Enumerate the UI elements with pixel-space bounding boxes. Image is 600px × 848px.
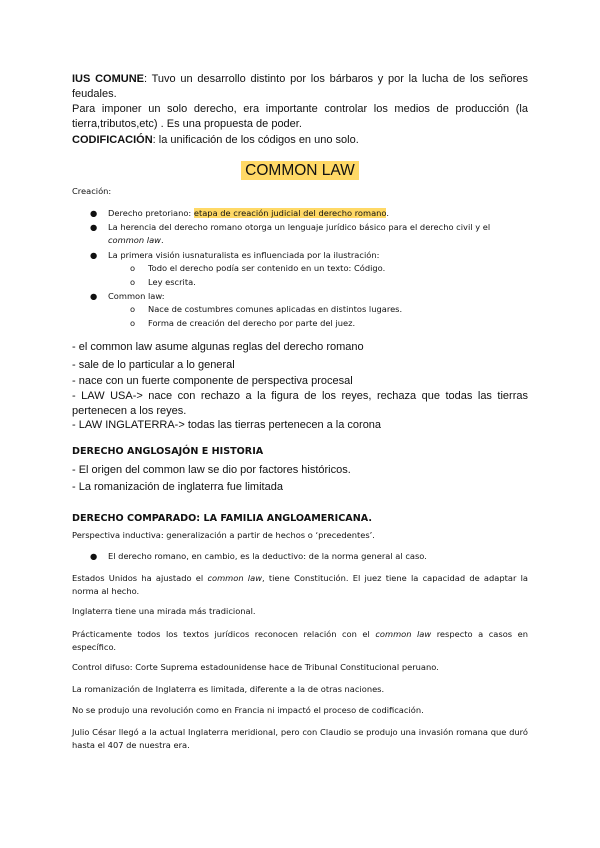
sub-bullet-juez: Forma de creación del derecho por parte del juez. <box>148 318 356 328</box>
codificacion-label: CODIFICACIÓN <box>72 134 153 146</box>
bullet-icon: ● <box>90 208 98 218</box>
bullet-icon: ● <box>90 222 98 232</box>
dash-line: - sale de lo particular a lo general <box>72 359 235 371</box>
perspectiva-inductiva: Perspectiva inductiva: generalización a partir de hechos o ‘precedentes’. <box>72 530 375 540</box>
textos-post: respecto a casos en específico. <box>72 629 528 652</box>
sub-bullet-costumbres: Nace de costumbres comunes aplicadas en distintos lugares. <box>148 304 403 314</box>
bullet-deductivo: El derecho romano, en cambio, es la deductivo: de la norma general al caso. <box>108 551 427 561</box>
julio-cesar-paragraph: Julio César llegó a la actual Inglaterra meridional, pero con Claudio se produjo una invasión romana que duró hasta el 407 de nuestra era. <box>72 727 528 750</box>
ius-comune-text: : Tuvo un desarrollo distinto por los bárbaros y por la lucha de los señores feudales. <box>72 73 529 100</box>
sub-bullet-icon: o <box>130 318 136 328</box>
bullet-iusnaturalista: La primera visión iusnaturalista es influenciada por la ilustración: <box>108 250 380 260</box>
sub-bullet-codigo: Todo el derecho podía ser contenido en un texto: Código. <box>148 263 386 273</box>
section-title-text: COMMON LAW <box>241 161 359 180</box>
textos-pre: Prácticamente todos los textos jurídicos reconocen relación con el <box>72 629 376 639</box>
bullet-herencia <box>108 221 528 247</box>
sub-bullet-icon: o <box>130 263 136 273</box>
section-title <box>0 162 600 180</box>
dash-line: - LAW INGLATERRA-> todas las tierras pertenecen a la corona <box>72 419 382 431</box>
creacion-label: Creación: <box>72 186 112 196</box>
sub-bullet-icon: o <box>130 277 136 287</box>
dash-line: - el common law asume algunas reglas del derecho romano <box>72 341 364 353</box>
bullet-pretoriano-pre: Derecho pretoriano: <box>108 208 194 218</box>
inglaterra-paragraph: Inglaterra tiene una mirada más tradicional. <box>72 606 256 616</box>
eeuu-pre: Estados Unidos ha ajustado el <box>72 573 208 583</box>
textos-juridicos-paragraph <box>72 628 528 654</box>
bullet-icon: ● <box>90 291 98 301</box>
romanizacion-paragraph: La romanización de Inglaterra es limitada, diferente a la de otras naciones. <box>72 684 385 694</box>
dash-line: - nace con un fuerte componente de perspectiva procesal <box>72 375 353 387</box>
bullet-pretoriano <box>108 207 528 220</box>
eeuu-italic: common law <box>207 573 262 583</box>
textos-italic: common law <box>375 629 432 639</box>
eeuu-post: , tiene Constitución. El juez tiene la capacidad de adaptar la norma al hecho. <box>72 573 528 596</box>
highlighted-text: etapa de creación judicial del derecho romano <box>193 208 387 218</box>
anglosajon-line: - La romanización de inglaterra fue limitada <box>72 481 283 493</box>
anglosajon-line: - El origen del common law se dio por factores históricos. <box>72 464 351 476</box>
bullet-icon: ● <box>90 250 98 260</box>
sub-bullet-icon: o <box>130 304 136 314</box>
bullet-pretoriano-post: . <box>386 208 389 218</box>
codificacion-paragraph <box>72 133 528 148</box>
estados-unidos-paragraph <box>72 572 528 598</box>
anglosajon-heading: DERECHO ANGLOSAJÓN E HISTORIA <box>72 446 264 457</box>
sub-bullet-ley-escrita: Ley escrita. <box>148 277 196 287</box>
revolucion-paragraph: No se produjo una revolución como en Francia ni impactó el proceso de codificación. <box>72 705 424 715</box>
bullet-herencia-pre: La herencia del derecho romano otorga un lenguaje jurídico básico para el derecho civil y el <box>108 222 491 232</box>
ius-comune-label: IUS COMUNE <box>72 73 144 85</box>
poder-paragraph: Para imponer un solo derecho, era importante controlar los medios de producción (la tierra,tributos,etc) . Es una propuesta de poder. <box>72 103 528 130</box>
bullet-herencia-italic: common law <box>108 235 161 245</box>
bullet-herencia-post: . <box>160 235 164 245</box>
codificacion-text: : la unificación de los códigos en uno solo. <box>152 134 359 146</box>
ius-comune-paragraph <box>72 72 528 102</box>
dash-line: - LAW USA-> nace con rechazo a la figura de los reyes, rechaza que todas las tierras pertenecen a los reyes. <box>72 390 528 417</box>
control-difuso-paragraph: Control difuso: Corte Suprema estadounidense hace de Tribunal Constitucional peruano. <box>72 662 439 672</box>
comparado-heading: DERECHO COMPARADO: LA FAMILIA ANGLOAMERICANA. <box>72 513 372 524</box>
bullet-icon: ● <box>90 551 98 561</box>
bullet-common-law: Common law: <box>108 291 165 301</box>
